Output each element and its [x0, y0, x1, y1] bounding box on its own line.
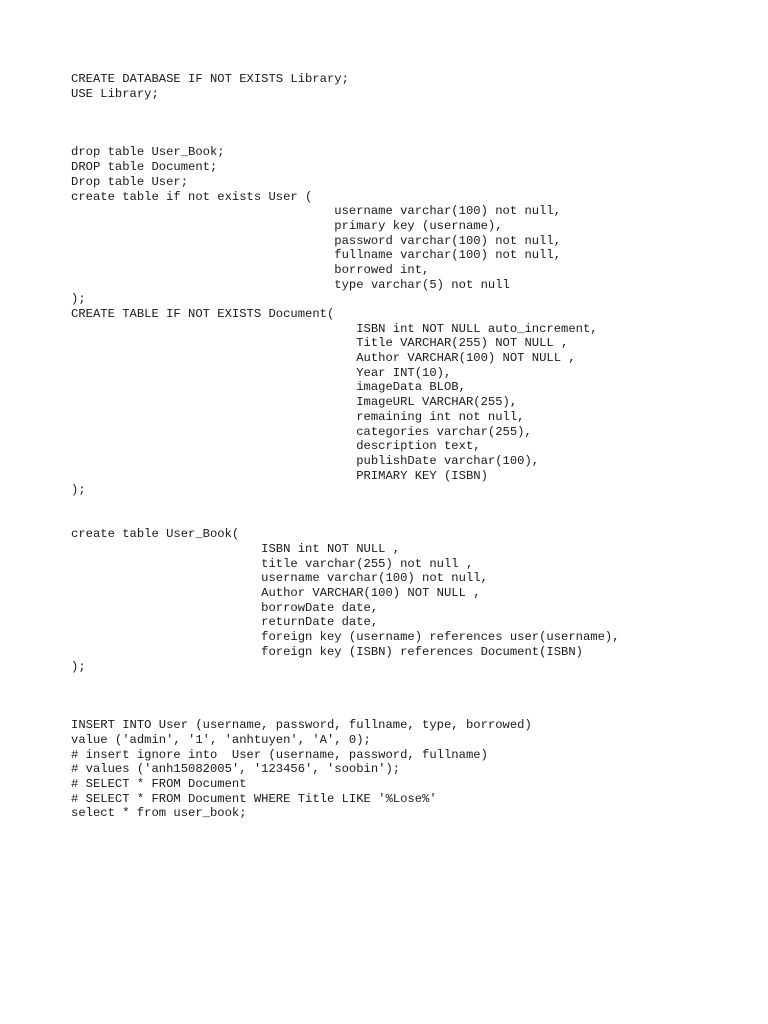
code-line [71, 101, 620, 116]
code-line: description text, [71, 439, 481, 454]
code-line: type varchar(5) not null [71, 277, 510, 292]
code-line: foreign key (username) references user(username), [71, 630, 620, 645]
code-line: DROP table Document; [71, 160, 218, 175]
code-line: # insert ignore into User (username, password, fullname) [71, 747, 488, 762]
code-line: ISBN int NOT NULL , [71, 542, 401, 556]
code-line: select * from user_book; [71, 806, 247, 821]
code-line: fullname varchar(100) not null, [71, 248, 562, 263]
code-line: drop table User_Book; [71, 145, 225, 160]
code-line [71, 116, 620, 131]
code-line: ImageURL VARCHAR(255), [71, 395, 518, 410]
sql-code-block [71, 72, 620, 821]
code-line: # SELECT * FROM Document WHERE Title LIKE '%Lose%' [71, 791, 437, 806]
code-line [71, 689, 620, 704]
code-line: ISBN int NOT NULL auto_increment, [71, 321, 598, 336]
code-line: ); [71, 292, 86, 307]
code-line: INSERT INTO User (username, password, fullname, type, borrowed) [71, 718, 532, 733]
code-line: value ('admin', '1', 'anhtuyen', 'A', 0); [71, 732, 371, 747]
code-line: Author VARCHAR(100) NOT NULL , [71, 586, 481, 601]
code-line [71, 674, 620, 689]
code-line: foreign key (ISBN) references Document(ISBN) [71, 644, 583, 659]
code-line: Drop table User; [71, 174, 189, 189]
code-line: publishDate varchar(100), [71, 453, 540, 468]
code-line: returnDate date, [71, 615, 379, 630]
code-line: # values ('anh15082005', '123456', 'soobin'); [71, 762, 401, 777]
code-line: CREATE DATABASE IF NOT EXISTS Library; [71, 72, 349, 86]
code-line: ); [71, 659, 86, 674]
code-line: username varchar(100) not null, [71, 571, 488, 586]
code-line: categories varchar(255), [71, 424, 532, 439]
code-line: create table if not exists User ( [71, 189, 313, 204]
code-line: Title VARCHAR(255) NOT NULL , [71, 336, 569, 351]
code-line: title varchar(255) not null , [71, 556, 474, 571]
code-line: imageData BLOB, [71, 380, 466, 395]
code-line: create table User_Book( [71, 527, 240, 542]
code-line: # SELECT * FROM Document [71, 777, 247, 791]
code-line: ); [71, 483, 86, 498]
code-line: Author VARCHAR(100) NOT NULL , [71, 351, 576, 366]
code-line: borrowDate date, [71, 600, 379, 615]
code-line: PRIMARY KEY (ISBN) [71, 468, 488, 483]
code-line [71, 131, 620, 146]
code-line: username varchar(100) not null, [71, 204, 562, 219]
code-line: Year INT(10), [71, 365, 452, 380]
code-line: remaining int not null, [71, 409, 525, 424]
code-line: USE Library; [71, 86, 159, 101]
code-line [71, 513, 620, 528]
code-line: primary key (username), [71, 218, 503, 233]
code-line: CREATE TABLE IF NOT EXISTS Document( [71, 307, 335, 321]
code-line [71, 498, 620, 513]
code-line [71, 704, 620, 719]
code-line: password varchar(100) not null, [71, 233, 562, 248]
code-line: borrowed int, [71, 262, 430, 277]
